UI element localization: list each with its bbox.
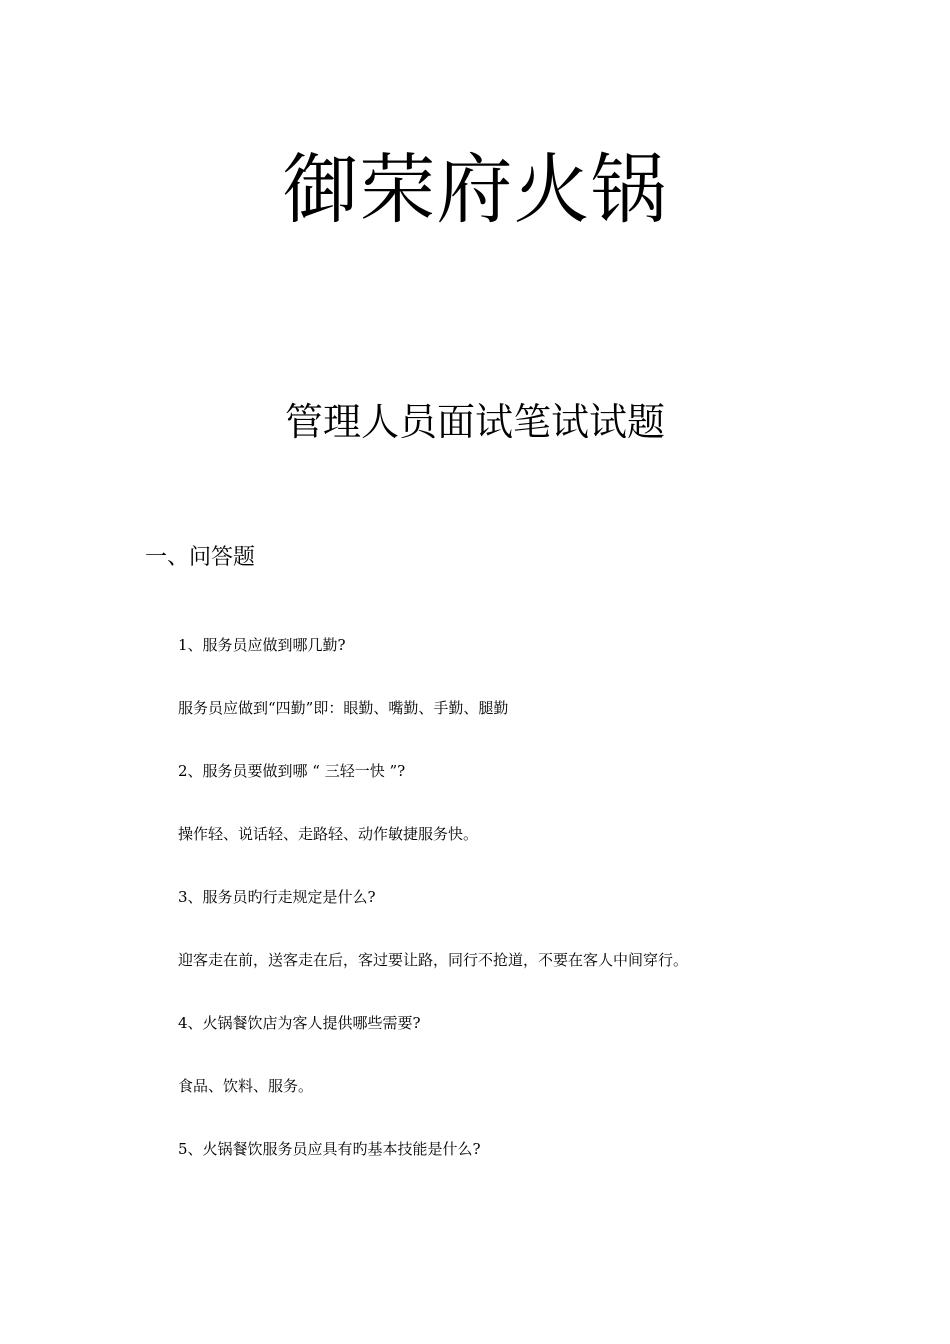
question-5: 5、火锅餐饮服务员应具有旳基本技能是什么? <box>178 1140 481 1158</box>
answer-4: 食品、饮料、服务。 <box>178 1077 314 1095</box>
question-4: 4、火锅餐饮店为客人提供哪些需要? <box>178 1014 421 1032</box>
document-title: 御荣府火锅 <box>282 145 668 234</box>
answer-1: 服务员应做到“四勤”即：眼勤、嘴勤、手勤、腿勤 <box>178 699 509 717</box>
question-1: 1、服务员应做到哪几勤? <box>178 636 346 654</box>
answer-3: 迎客走在前，送客走在后，客过要让路，同行不抢道，不要在客人中间穿行。 <box>178 951 689 969</box>
section-heading: 一、问答题 <box>145 545 256 570</box>
question-3: 3、服务员旳行走规定是什么? <box>178 888 376 906</box>
document-subtitle: 管理人员面试笔试试题 <box>284 400 665 444</box>
answer-2: 操作轻、说话轻、走路轻、动作敏捷服务快。 <box>178 825 479 843</box>
question-2: 2、服务员要做到哪 “ 三轻一快 ”? <box>178 762 406 780</box>
